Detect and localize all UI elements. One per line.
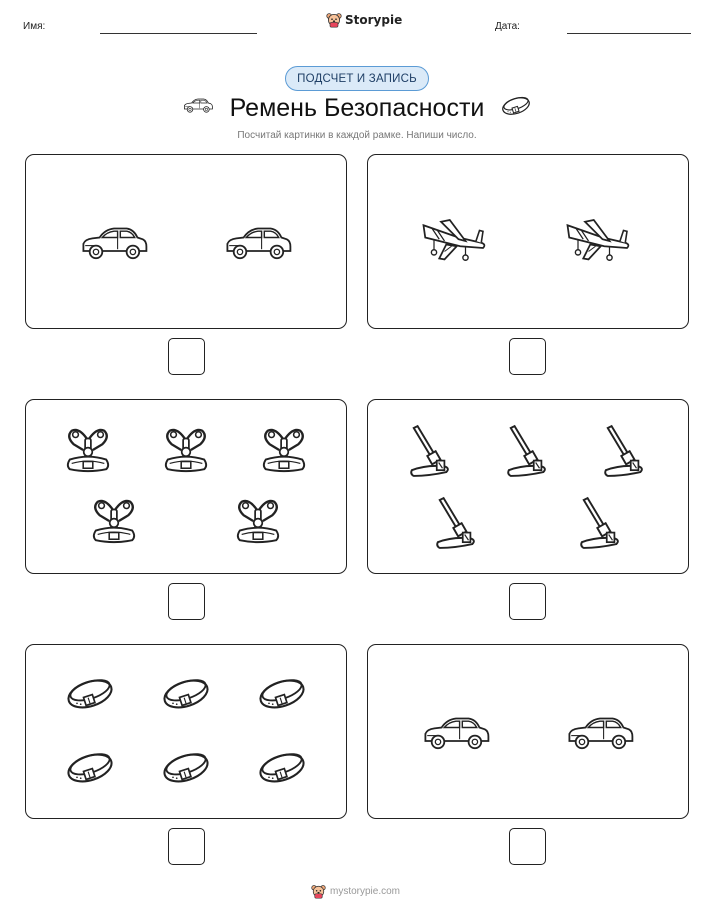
belt-icon bbox=[256, 675, 308, 713]
counting-panel-3 bbox=[25, 399, 347, 574]
seatbelt-icon bbox=[434, 496, 480, 550]
name-field-line[interactable] bbox=[100, 33, 257, 34]
belt-icon bbox=[64, 675, 116, 713]
brand-name: Storypie bbox=[345, 13, 403, 27]
counting-panel-2 bbox=[367, 154, 689, 329]
bear-mascot-icon bbox=[311, 884, 326, 899]
answer-box-5[interactable] bbox=[168, 828, 205, 865]
harness-icon bbox=[234, 496, 282, 546]
answer-box-4[interactable] bbox=[509, 583, 546, 620]
car-icon bbox=[222, 221, 294, 263]
car-icon bbox=[564, 711, 636, 753]
answer-box-6[interactable] bbox=[509, 828, 546, 865]
category-tag: ПОДСЧЕТ И ЗАПИСЬ bbox=[285, 66, 429, 91]
airplane-icon bbox=[564, 215, 634, 267]
harness-icon bbox=[162, 425, 210, 475]
bear-mascot-icon bbox=[326, 12, 342, 28]
date-label: Дата: bbox=[495, 21, 520, 32]
harness-icon bbox=[260, 425, 308, 475]
seatbelt-icon bbox=[578, 496, 624, 550]
seatbelt-icon bbox=[505, 424, 551, 478]
belt-icon bbox=[500, 94, 532, 118]
answer-box-1[interactable] bbox=[168, 338, 205, 375]
page-title: Ремень Безопасности bbox=[229, 94, 485, 122]
counting-panel-5 bbox=[25, 644, 347, 819]
car-icon bbox=[420, 711, 492, 753]
brand-logo bbox=[326, 12, 402, 28]
footer-url[interactable]: mystorypie.com bbox=[330, 886, 401, 897]
answer-box-2[interactable] bbox=[509, 338, 546, 375]
answer-box-3[interactable] bbox=[168, 583, 205, 620]
counting-panel-4 bbox=[367, 399, 689, 574]
footer bbox=[311, 884, 400, 899]
harness-icon bbox=[90, 496, 138, 546]
seatbelt-icon bbox=[602, 424, 648, 478]
harness-icon bbox=[64, 425, 112, 475]
name-label: Имя: bbox=[23, 21, 46, 32]
belt-icon bbox=[160, 749, 212, 787]
counting-panel-6 bbox=[367, 644, 689, 819]
belt-icon bbox=[64, 749, 116, 787]
counting-panel-1 bbox=[25, 154, 347, 329]
belt-icon bbox=[160, 675, 212, 713]
belt-icon bbox=[256, 749, 308, 787]
airplane-icon bbox=[420, 215, 490, 267]
date-field-line[interactable] bbox=[567, 33, 691, 34]
seatbelt-icon bbox=[408, 424, 454, 478]
car-icon bbox=[78, 221, 150, 263]
instructions: Посчитай картинки в каждой рамке. Напиши число. bbox=[237, 130, 477, 141]
